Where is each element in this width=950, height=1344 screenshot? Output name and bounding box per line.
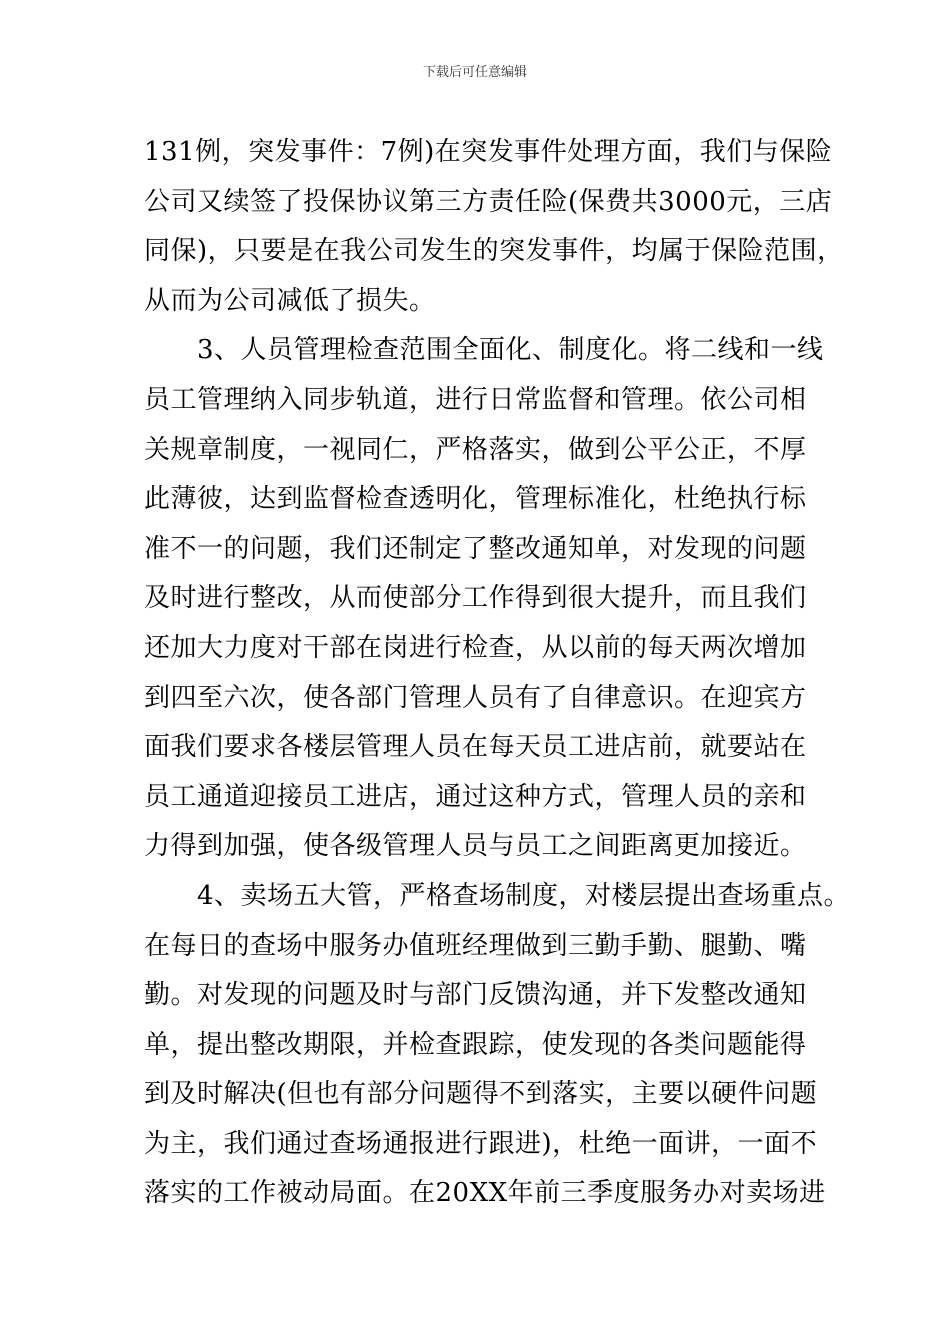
text-line: 4、卖场五大管，严格查场制度，对楼层提出查场重点。 — [144, 880, 851, 911]
document-body — [144, 128, 851, 1219]
text-line: 从而为公司减低了损失。 — [144, 285, 436, 316]
text-line: 此薄彼，达到监督检查透明化，管理标准化，杜绝执行标 — [144, 484, 807, 515]
text-line: 员工管理纳入同步轨道，进行日常监督和管理。依公司相 — [144, 384, 807, 415]
text-line: 3、人员管理检查范围全面化、制度化。将二线和一线 — [144, 335, 824, 366]
text-line: 还加大力度对干部在岗进行检查，从以前的每天两次增加 — [144, 632, 807, 663]
text-line: 为主，我们通过查场通报进行跟进)，杜绝一面讲，一面不 — [144, 1128, 818, 1159]
text-line: 单，提出整改期限，并检查跟踪，使发现的各类问题能得 — [144, 1029, 807, 1060]
text-line: 同保)，只要是在我公司发生的突发事件，均属于保险范围， — [144, 236, 844, 267]
text-line: 关规章制度，一视同仁，严格落实，做到公平公正，不厚 — [144, 434, 807, 465]
text-line: 在每日的查场中服务办值班经理做到三勤手勤、腿勤、嘴 — [144, 930, 807, 961]
text-line: 力得到加强，使各级管理人员与员工之间距离更加接近。 — [144, 831, 807, 862]
page-header: 下载后可任意编辑 — [422, 65, 527, 80]
text-line: 面我们要求各楼层管理人员在每天员工进店前，就要站在 — [144, 732, 807, 763]
text-line: 公司又续签了投保协议第三方责任险(保费共3000元，三店 — [144, 186, 833, 217]
text-line: 及时进行整改，从而使部分工作得到很大提升，而且我们 — [144, 583, 807, 614]
text-line: 准不一的问题，我们还制定了整改通知单，对发现的问题 — [144, 533, 807, 564]
text-line: 勤。对发现的问题及时与部门反馈沟通，并下发整改通知 — [144, 980, 807, 1011]
text-line: 员工通道迎接员工进店，通过这种方式，管理人员的亲和 — [144, 781, 807, 812]
text-line: 到四至六次，使各部门管理人员有了自律意识。在迎宾方 — [144, 682, 807, 713]
text-line: 到及时解决(但也有部分问题得不到落实，主要以硬件问题 — [144, 1079, 818, 1110]
text-line: 131例，突发事件：7例)在突发事件处理方面，我们与保险 — [144, 137, 833, 167]
text-line: 落实的工作被动局面。在20XX年前三季度服务办对卖场进 — [144, 1178, 826, 1209]
